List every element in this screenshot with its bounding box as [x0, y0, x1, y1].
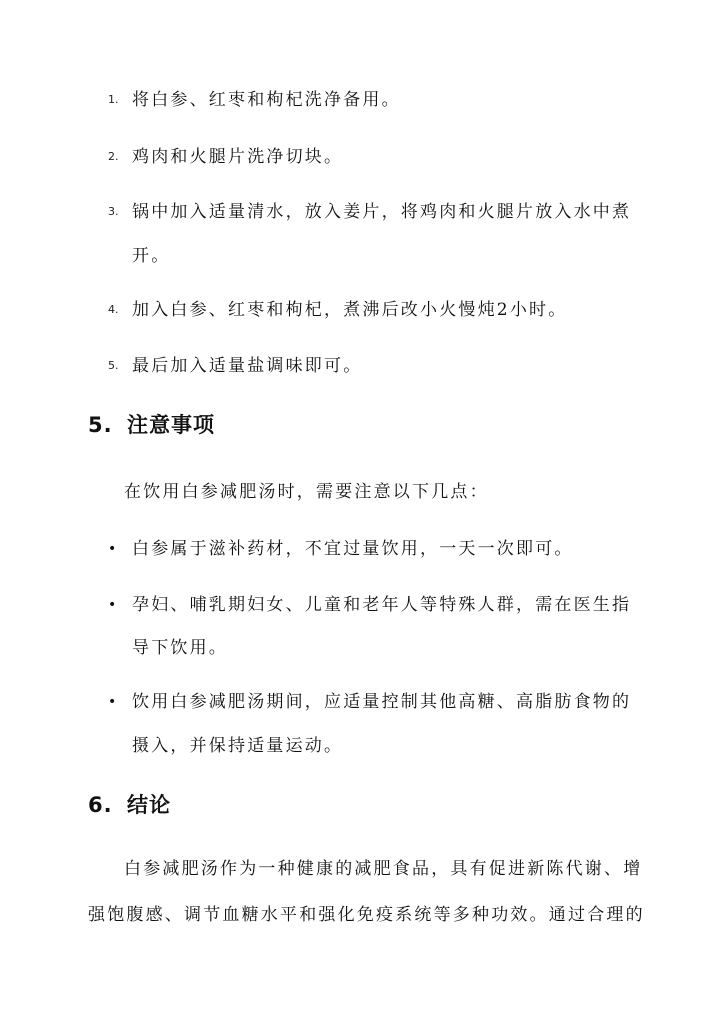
list-item-text-continued: 开。	[132, 246, 171, 266]
list-item-text: 饮用白参减肥汤期间，应适量控制其他高糖、高脂肪食物的	[132, 692, 632, 712]
list-marker: 1.	[108, 93, 119, 106]
list-item-text: 孕妇、哺乳期妇女、儿童和老年人等特殊人群，需在医生指	[132, 595, 632, 615]
list-item-text: 鸡肉和火腿片洗净切块。	[132, 147, 344, 167]
list-item-text: 锅中加入适量清水，放入姜片，将鸡肉和火腿片放入水中煮	[132, 202, 632, 222]
list-item-text: 加入白参、红枣和枸杞，煮沸后改小火慢炖2小时。	[132, 300, 568, 320]
bullet-marker: •	[108, 694, 117, 710]
section-number: 6.	[88, 793, 113, 817]
list-marker: 5.	[108, 359, 119, 372]
section-title: 结论	[127, 793, 171, 817]
section-number: 5.	[88, 413, 113, 437]
paragraph-line: 强饱腹感、调节血糖水平和强化免疫系统等多种功效。通过合理的	[88, 905, 645, 925]
bullet-marker: •	[108, 541, 117, 557]
section-intro: 在饮用白参减肥汤时，需要注意以下几点：	[124, 482, 489, 502]
list-marker: 4.	[108, 303, 119, 316]
list-item-text: 将白参、红枣和枸杞洗净备用。	[132, 90, 401, 110]
list-item-text-continued: 导下饮用。	[132, 638, 228, 658]
paragraph-line: 白参减肥汤作为一种健康的减肥食品，具有促进新陈代谢、增	[124, 859, 643, 879]
list-marker: 3.	[108, 205, 119, 218]
list-item-text-continued: 摄入，并保持适量运动。	[132, 736, 344, 756]
list-item-text: 最后加入适量盐调味即可。	[132, 356, 363, 376]
bullet-marker: •	[108, 597, 117, 613]
section-title: 注意事项	[127, 413, 215, 437]
list-marker: 2.	[108, 150, 119, 163]
list-item-text: 白参属于滋补药材，不宜过量饮用，一天一次即可。	[132, 539, 574, 559]
